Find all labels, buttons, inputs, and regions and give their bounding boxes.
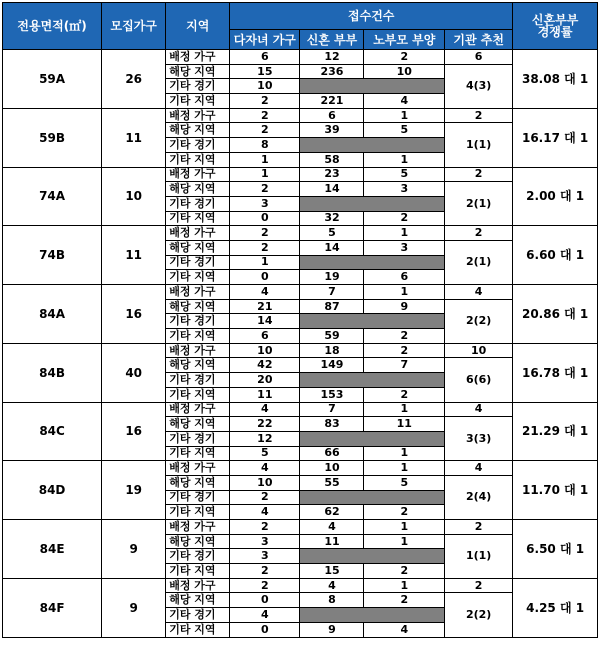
newlywed-value: 15 (300, 564, 364, 579)
elderly-value: 1 (364, 534, 445, 549)
region-label: 해당 지역 (166, 299, 230, 314)
multi-child-value: 2 (230, 578, 300, 593)
multi-child-value: 2 (230, 94, 300, 109)
newlywed-value: 6 (300, 108, 364, 123)
elderly-value: 5 (364, 123, 445, 138)
multi-child-value: 2 (230, 226, 300, 241)
elderly-value: 6 (364, 270, 445, 285)
table-row (3, 108, 598, 123)
header-elderly: 노부모 부양 (364, 30, 445, 50)
region-label: 기타 지역 (166, 152, 230, 167)
elderly-value: 1 (364, 108, 445, 123)
multi-child-value: 6 (230, 50, 300, 65)
elderly-value: 1 (364, 520, 445, 535)
empty-grey-cell (300, 314, 445, 329)
multi-child-value: 2 (230, 520, 300, 535)
multi-child-value: 0 (230, 593, 300, 608)
newlywed-value: 66 (300, 446, 364, 461)
header-multi-child: 다자녀 가구 (230, 30, 300, 50)
multi-child-value: 4 (230, 285, 300, 300)
supply-cell: 26 (102, 50, 166, 109)
region-label: 기타 경기 (166, 608, 230, 623)
agency-value: 4 (445, 285, 513, 300)
multi-child-value: 10 (230, 475, 300, 490)
elderly-value: 1 (364, 285, 445, 300)
elderly-value: 2 (364, 593, 445, 608)
competition-table (2, 2, 598, 638)
region-label: 기타 경기 (166, 314, 230, 329)
agency-result: 4(3) (445, 64, 513, 108)
elderly-value: 4 (364, 94, 445, 109)
multi-child-value: 21 (230, 299, 300, 314)
region-label: 해당 지역 (166, 593, 230, 608)
table-row (3, 461, 598, 476)
region-label: 해당 지역 (166, 358, 230, 373)
elderly-value: 7 (364, 358, 445, 373)
supply-cell: 9 (102, 578, 166, 637)
header-rate-line: 경쟁률 (537, 25, 573, 39)
table-row (3, 578, 598, 593)
region-label: 배정 가구 (166, 402, 230, 417)
agency-value: 10 (445, 343, 513, 358)
supply-cell: 11 (102, 108, 166, 167)
supply-cell: 16 (102, 285, 166, 344)
table-row (3, 167, 598, 182)
header-region: 지역 (166, 3, 230, 50)
region-label: 배정 가구 (166, 461, 230, 476)
empty-grey-cell (300, 255, 445, 270)
elderly-value: 2 (364, 343, 445, 358)
elderly-value: 2 (364, 564, 445, 579)
multi-child-value: 14 (230, 314, 300, 329)
newlywed-value: 4 (300, 578, 364, 593)
multi-child-value: 2 (230, 490, 300, 505)
agency-value: 2 (445, 578, 513, 593)
newlywed-value: 7 (300, 402, 364, 417)
newlywed-value: 153 (300, 387, 364, 402)
agency-result: 1(1) (445, 123, 513, 167)
agency-result: 2(1) (445, 240, 513, 284)
header-rate-line: 신혼부부 (531, 13, 579, 27)
newlywed-value: 32 (300, 211, 364, 226)
multi-child-value: 12 (230, 431, 300, 446)
agency-value: 2 (445, 108, 513, 123)
agency-result: 2(2) (445, 593, 513, 637)
table-row (3, 402, 598, 417)
agency-value: 6 (445, 50, 513, 65)
multi-child-value: 2 (230, 182, 300, 197)
newlywed-value: 14 (300, 182, 364, 197)
header-area: 전용면적(㎡) (3, 3, 102, 50)
empty-grey-cell (300, 373, 445, 388)
multi-child-value: 3 (230, 196, 300, 211)
newlywed-value: 62 (300, 505, 364, 520)
region-label: 배정 가구 (166, 108, 230, 123)
multi-child-value: 42 (230, 358, 300, 373)
newlywed-value: 87 (300, 299, 364, 314)
multi-child-value: 1 (230, 167, 300, 182)
agency-result: 3(3) (445, 417, 513, 461)
multi-child-value: 8 (230, 138, 300, 153)
empty-grey-cell (300, 79, 445, 94)
multi-child-value: 0 (230, 270, 300, 285)
agency-value: 2 (445, 226, 513, 241)
agency-result: 6(6) (445, 358, 513, 402)
rate-cell: 2.00 대 1 (513, 167, 598, 226)
table-row (3, 520, 598, 535)
region-label: 해당 지역 (166, 417, 230, 432)
rate-cell: 21.29 대 1 (513, 402, 598, 461)
region-label: 배정 가구 (166, 167, 230, 182)
supply-cell: 16 (102, 402, 166, 461)
multi-child-value: 20 (230, 373, 300, 388)
elderly-value: 2 (364, 505, 445, 520)
agency-result: 2(4) (445, 475, 513, 519)
table-row (3, 50, 598, 65)
region-label: 기타 경기 (166, 196, 230, 211)
empty-grey-cell (300, 138, 445, 153)
multi-child-value: 0 (230, 622, 300, 637)
region-label: 기타 지역 (166, 94, 230, 109)
agency-result: 1(1) (445, 534, 513, 578)
agency-value: 2 (445, 167, 513, 182)
region-label: 기타 지역 (166, 505, 230, 520)
empty-grey-cell (300, 196, 445, 211)
area-cell: 84F (3, 578, 102, 637)
region-label: 기타 경기 (166, 138, 230, 153)
multi-child-value: 5 (230, 446, 300, 461)
multi-child-value: 1 (230, 255, 300, 270)
area-cell: 84D (3, 461, 102, 520)
table-row (3, 226, 598, 241)
elderly-value: 5 (364, 167, 445, 182)
header-applications: 접수건수 (230, 3, 513, 30)
region-label: 기타 경기 (166, 431, 230, 446)
supply-cell: 19 (102, 461, 166, 520)
agency-value: 4 (445, 402, 513, 417)
newlywed-value: 4 (300, 520, 364, 535)
table-row (3, 285, 598, 300)
multi-child-value: 4 (230, 402, 300, 417)
area-cell: 74B (3, 226, 102, 285)
elderly-value: 10 (364, 64, 445, 79)
newlywed-value: 83 (300, 417, 364, 432)
rate-cell: 6.50 대 1 (513, 520, 598, 579)
empty-grey-cell (300, 608, 445, 623)
header-supply: 모집가구 (102, 3, 166, 50)
area-cell: 84B (3, 343, 102, 402)
region-label: 기타 지역 (166, 622, 230, 637)
region-label: 배정 가구 (166, 520, 230, 535)
empty-grey-cell (300, 490, 445, 505)
multi-child-value: 4 (230, 461, 300, 476)
area-cell: 74A (3, 167, 102, 226)
region-label: 기타 지역 (166, 564, 230, 579)
multi-child-value: 2 (230, 240, 300, 255)
rate-cell: 16.78 대 1 (513, 343, 598, 402)
rate-cell: 4.25 대 1 (513, 578, 598, 637)
rate-cell: 6.60 대 1 (513, 226, 598, 285)
region-label: 배정 가구 (166, 343, 230, 358)
region-label: 기타 지역 (166, 211, 230, 226)
header-agency: 기관 추천 (445, 30, 513, 50)
multi-child-value: 15 (230, 64, 300, 79)
elderly-value: 9 (364, 299, 445, 314)
region-label: 해당 지역 (166, 64, 230, 79)
region-label: 기타 경기 (166, 490, 230, 505)
elderly-value: 3 (364, 182, 445, 197)
newlywed-value: 14 (300, 240, 364, 255)
multi-child-value: 2 (230, 564, 300, 579)
rate-cell: 38.08 대 1 (513, 50, 598, 109)
elderly-value: 5 (364, 475, 445, 490)
multi-child-value: 4 (230, 608, 300, 623)
newlywed-value: 18 (300, 343, 364, 358)
newlywed-value: 8 (300, 593, 364, 608)
multi-child-value: 0 (230, 211, 300, 226)
region-label: 기타 경기 (166, 373, 230, 388)
empty-grey-cell (300, 549, 445, 564)
multi-child-value: 4 (230, 505, 300, 520)
newlywed-value: 58 (300, 152, 364, 167)
region-label: 기타 지역 (166, 329, 230, 344)
newlywed-value: 221 (300, 94, 364, 109)
region-label: 배정 가구 (166, 285, 230, 300)
elderly-value: 4 (364, 622, 445, 637)
area-cell: 59B (3, 108, 102, 167)
multi-child-value: 10 (230, 343, 300, 358)
area-cell: 84E (3, 520, 102, 579)
multi-child-value: 22 (230, 417, 300, 432)
newlywed-value: 10 (300, 461, 364, 476)
region-label: 해당 지역 (166, 240, 230, 255)
elderly-value: 2 (364, 211, 445, 226)
rate-cell: 20.86 대 1 (513, 285, 598, 344)
agency-result: 2(2) (445, 299, 513, 343)
elderly-value: 1 (364, 578, 445, 593)
region-label: 해당 지역 (166, 534, 230, 549)
region-label: 기타 지역 (166, 446, 230, 461)
agency-result: 2(1) (445, 182, 513, 226)
region-label: 기타 지역 (166, 387, 230, 402)
supply-cell: 9 (102, 520, 166, 579)
newlywed-value: 11 (300, 534, 364, 549)
newlywed-value: 12 (300, 50, 364, 65)
multi-child-value: 1 (230, 152, 300, 167)
newlywed-value: 59 (300, 329, 364, 344)
region-label: 배정 가구 (166, 50, 230, 65)
multi-child-value: 3 (230, 534, 300, 549)
newlywed-value: 23 (300, 167, 364, 182)
newlywed-value: 9 (300, 622, 364, 637)
elderly-value: 1 (364, 446, 445, 461)
newlywed-value: 236 (300, 64, 364, 79)
newlywed-value: 19 (300, 270, 364, 285)
newlywed-value: 149 (300, 358, 364, 373)
region-label: 해당 지역 (166, 123, 230, 138)
multi-child-value: 2 (230, 108, 300, 123)
supply-cell: 40 (102, 343, 166, 402)
elderly-value: 1 (364, 152, 445, 167)
area-cell: 84A (3, 285, 102, 344)
region-label: 해당 지역 (166, 475, 230, 490)
agency-value: 4 (445, 461, 513, 476)
header-rate (513, 3, 598, 50)
multi-child-value: 6 (230, 329, 300, 344)
rate-cell: 16.17 대 1 (513, 108, 598, 167)
supply-cell: 10 (102, 167, 166, 226)
empty-grey-cell (300, 431, 445, 446)
area-cell: 84C (3, 402, 102, 461)
region-label: 기타 경기 (166, 255, 230, 270)
elderly-value: 1 (364, 402, 445, 417)
region-label: 기타 경기 (166, 549, 230, 564)
region-label: 기타 경기 (166, 79, 230, 94)
elderly-value: 1 (364, 461, 445, 476)
region-label: 해당 지역 (166, 182, 230, 197)
newlywed-value: 5 (300, 226, 364, 241)
region-label: 배정 가구 (166, 226, 230, 241)
rate-cell: 11.70 대 1 (513, 461, 598, 520)
elderly-value: 3 (364, 240, 445, 255)
table-row (3, 343, 598, 358)
region-label: 기타 지역 (166, 270, 230, 285)
multi-child-value: 11 (230, 387, 300, 402)
area-cell: 59A (3, 50, 102, 109)
multi-child-value: 3 (230, 549, 300, 564)
elderly-value: 2 (364, 387, 445, 402)
multi-child-value: 2 (230, 123, 300, 138)
elderly-value: 1 (364, 226, 445, 241)
newlywed-value: 7 (300, 285, 364, 300)
elderly-value: 2 (364, 329, 445, 344)
elderly-value: 11 (364, 417, 445, 432)
elderly-value: 2 (364, 50, 445, 65)
header-newlywed: 신혼 부부 (300, 30, 364, 50)
agency-value: 2 (445, 520, 513, 535)
multi-child-value: 10 (230, 79, 300, 94)
newlywed-value: 39 (300, 123, 364, 138)
region-label: 배정 가구 (166, 578, 230, 593)
supply-cell: 11 (102, 226, 166, 285)
newlywed-value: 55 (300, 475, 364, 490)
